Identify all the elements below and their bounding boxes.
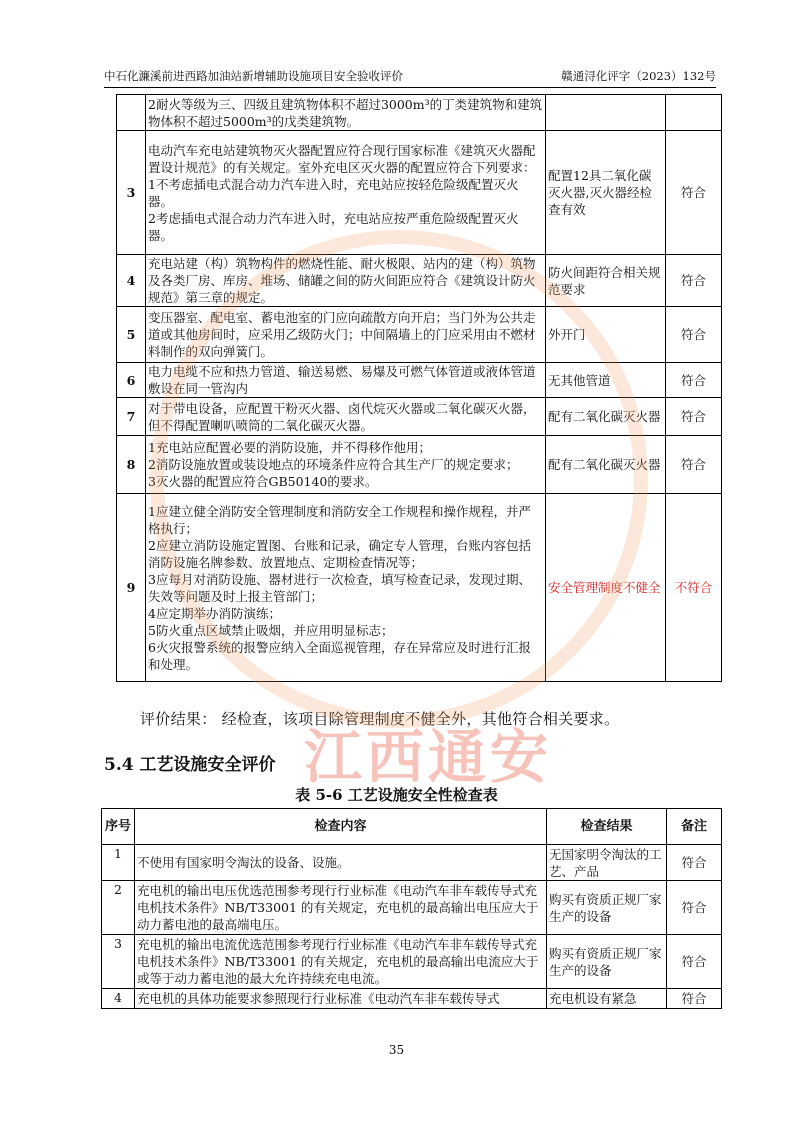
table-row — [102, 845, 722, 881]
row-content: 不使用有国家明令淘汰的设备、设施。 — [135, 845, 547, 881]
row-number: 8 — [117, 436, 146, 494]
row-note: 符合 — [666, 307, 722, 363]
row-content: 充电机的输出电流优选范围参考现行行业标准《电动汽车非车载传导式充电机技术条件》NB/T33001 的有关规定，充电机的最高输出电流应大于或等于动力蓄电池的最大允许持续充电电流。 — [135, 935, 547, 989]
row-content: 2耐火等级为三、四级且建筑物体积不超过3000m³的丁类建筑物和建筑物体积不超过5000m³的戊类建筑物。 — [146, 95, 546, 131]
table-row — [117, 255, 722, 307]
process-facility-check-table — [101, 808, 722, 1009]
row-note: 符合 — [667, 845, 722, 881]
table-row — [102, 935, 722, 989]
header-report-number: 赣通浔化评字（2023）132号 — [561, 69, 716, 83]
row-number: 5 — [117, 307, 146, 363]
table-row — [102, 989, 722, 1009]
row-content: 充电机的输出电压优选范围参考现行行业标准《电动汽车非车载传导式充电机技术条件》NB/T33001 的有关规定，充电机的最高输出电压应大于动力蓄电池的最高端电压。 — [135, 881, 547, 935]
row-content: 1应建立健全消防安全管理制度和消防安全工作规程和操作规程，并严格执行； 2应建立消防设施定置图、台账和记录，确定专人管理，台账内容包括消防设施名牌参数、放置地点、定期检查情况等； 3应每月对消防设施、器材进行一次检查，填写检查记录，发现过期、失效等问题及时上报主管部门； 4应定期举办消防演练； 5防火重点区域禁止吸烟，并应用明显标志； 6火灾报警系统的报警应纳入全面巡视管理，存在异常应及时进行汇报和处理。 — [146, 494, 546, 682]
header-num: 序号 — [102, 809, 135, 845]
row-note: 符合 — [666, 436, 722, 494]
row-number: 2 — [102, 881, 135, 935]
section-title: 5.4 工艺设施安全评价 — [104, 755, 276, 775]
row-result: 配有二氧化碳灭火器 — [546, 398, 666, 436]
row-result: 充电机设有紧急 — [547, 989, 667, 1009]
row-note: 符合 — [667, 935, 722, 989]
header-note: 备注 — [667, 809, 722, 845]
row-number: 7 — [117, 398, 146, 436]
row-result: 购买有资质正规厂家生产的设备 — [547, 935, 667, 989]
table-row — [117, 363, 722, 398]
row-number: 3 — [102, 935, 135, 989]
row-note: 符合 — [666, 255, 722, 307]
header-project-title: 中石化濂溪前进西路加油站新增辅助设施项目安全验收评价 — [104, 69, 403, 83]
page-number: 35 — [388, 1043, 405, 1057]
row-note: 符合 — [666, 398, 722, 436]
fire-safety-check-table — [116, 94, 722, 682]
row-note — [666, 95, 722, 131]
table-header-row — [102, 809, 722, 845]
table-row — [117, 398, 722, 436]
row-number: 3 — [117, 131, 146, 255]
row-note: 符合 — [667, 881, 722, 935]
row-note: 不符合 — [666, 494, 722, 682]
watermark-text: 江西通安 — [304, 723, 553, 791]
row-result: 无其他管道 — [546, 363, 666, 398]
table-row — [117, 436, 722, 494]
row-content: 电力电缆不应和热力管道、输送易燃、易爆及可燃气体管道或液体管道敷设在同一管沟内 — [146, 363, 546, 398]
row-result: 外开门 — [546, 307, 666, 363]
row-note: 符合 — [667, 989, 722, 1009]
row-result: 配置12具二氧化碳灭火器,灭火器经检查有效 — [546, 131, 666, 255]
row-number: 4 — [117, 255, 146, 307]
row-content: 充电站建（构）筑物构件的燃烧性能、耐火极限、站内的建（构）筑物及各类厂房、库房、堆场、储罐之间的防火间距应符合《建筑设计防火规范》第三章的规定。 — [146, 255, 546, 307]
row-content: 对于带电设备，应配置干粉灭火器、卤代烷灭火器或二氧化碳灭火器，但不得配置喇叭喷筒的二氧化碳灭火器。 — [146, 398, 546, 436]
table-row — [102, 881, 722, 935]
table-row — [117, 131, 722, 255]
header-content: 检查内容 — [135, 809, 547, 845]
table-row — [117, 307, 722, 363]
header-result: 检查结果 — [547, 809, 667, 845]
row-result: 购买有资质正规厂家生产的设备 — [547, 881, 667, 935]
row-content: 电动汽车充电站建筑物灭火器配置应符合现行国家标准《建筑灭火器配置设计规范》的有关规定。室外充电区灭火器的配置应符合下列要求： 1不考虑插电式混合动力汽车进入时，充电站应按轻危险级配置灭火器。 2考虑插电式混合动力汽车进入时，充电站应按严重危险级配置灭火器。 — [146, 131, 546, 255]
page-header — [104, 68, 716, 88]
row-number: 9 — [117, 494, 146, 682]
row-result — [546, 95, 666, 131]
row-number: 6 — [117, 363, 146, 398]
row-number — [117, 95, 146, 131]
row-content: 充电机的具体功能要求参照现行行业标准《电动汽车非车载传导式 — [135, 989, 547, 1009]
row-note: 符合 — [666, 363, 722, 398]
row-result: 配有二氧化碳灭火器 — [546, 436, 666, 494]
evaluation-result: 评价结果： 经检查，该项目除管理制度不健全外，其他符合相关要求。 — [140, 710, 620, 728]
table-row — [117, 494, 722, 682]
row-number: 4 — [102, 989, 135, 1009]
row-note: 符合 — [666, 131, 722, 255]
row-result: 安全管理制度不健全 — [546, 494, 666, 682]
table-caption: 表 5-6 工艺设施安全性检查表 — [295, 786, 498, 804]
table-row — [117, 95, 722, 131]
row-content: 1充电站应配置必要的消防设施，并不得移作他用； 2消防设施放置或装设地点的环境条件应符合其生产厂的规定要求； 3灭火器的配置应符合GB50140的要求。 — [146, 436, 546, 494]
row-result: 防火间距符合相关规范要求 — [546, 255, 666, 307]
row-content: 变压器室、配电室、蓄电池室的门应向疏散方向开启；当门外为公共走道或其他房间时，应采用乙级防火门；中间隔墙上的门应采用由不燃材料制作的双向弹簧门。 — [146, 307, 546, 363]
row-number: 1 — [102, 845, 135, 881]
row-result: 无国家明令淘汰的工艺、产品 — [547, 845, 667, 881]
